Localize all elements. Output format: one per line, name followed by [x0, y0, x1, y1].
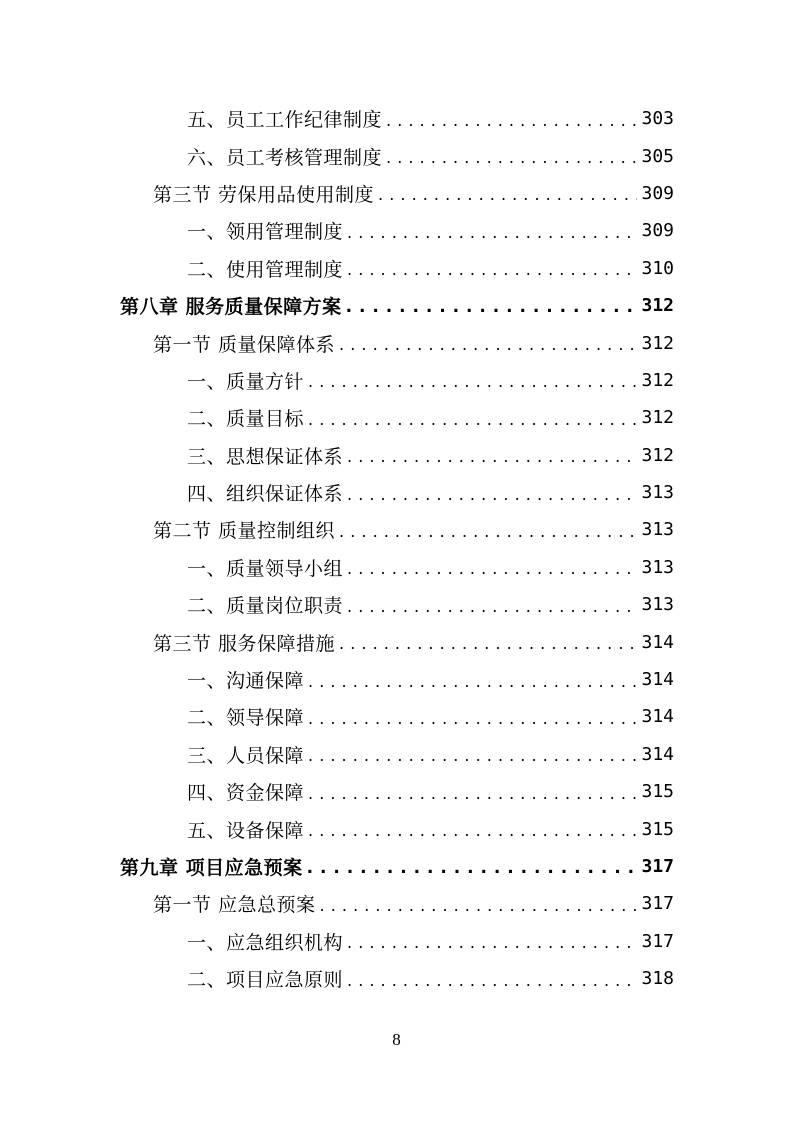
toc-entry-title: 五、设备保障: [187, 819, 305, 842]
toc-entry-page-number: 305: [641, 145, 674, 167]
toc-subsection-entry[interactable]: [0, 773, 793, 810]
toc-subsection-entry[interactable]: [0, 437, 793, 474]
page-number: 8: [392, 1030, 401, 1049]
toc-subsection-entry[interactable]: [0, 362, 793, 399]
toc-subsection-entry[interactable]: [0, 549, 793, 586]
toc-dot-leader: [347, 262, 637, 278]
toc-subsection-entry[interactable]: [0, 661, 793, 698]
toc-entry-page-number: 317: [641, 930, 674, 952]
toc-section-entry[interactable]: [0, 175, 793, 212]
toc-entry-title: 第一节 质量保障体系: [153, 333, 336, 356]
toc-dot-leader: [339, 636, 637, 652]
toc-entry-page-number: 309: [641, 182, 674, 204]
toc-subsection-entry[interactable]: [0, 736, 793, 773]
table-of-contents: [0, 100, 793, 997]
toc-dot-leader: [308, 674, 637, 690]
toc-dot-leader: [347, 561, 637, 577]
toc-entry-title: 二、领导保障: [187, 707, 305, 730]
toc-subsection-entry[interactable]: [0, 698, 793, 735]
toc-subsection-entry[interactable]: [0, 137, 793, 174]
toc-dot-leader: [308, 823, 637, 839]
toc-entry-title: 第八章 服务质量保障方案: [120, 296, 342, 319]
toc-entry-page-number: 314: [641, 631, 674, 653]
toc-entry-title: 二、质量目标: [187, 408, 305, 431]
toc-entry-page-number: 314: [641, 669, 674, 691]
toc-entry-title: 一、质量方针: [187, 370, 305, 393]
toc-entry-title: 五、员工工作纪律制度: [187, 109, 383, 132]
toc-entry-title: 第三节 服务保障措施: [153, 632, 336, 655]
toc-dot-leader: [339, 337, 637, 353]
toc-section-entry[interactable]: [0, 885, 793, 922]
toc-section-entry[interactable]: [0, 511, 793, 548]
toc-dot-leader: [308, 786, 637, 802]
toc-section-entry[interactable]: [0, 324, 793, 361]
toc-dot-leader: [347, 225, 637, 241]
toc-subsection-entry[interactable]: [0, 923, 793, 960]
toc-dot-leader: [308, 711, 637, 727]
toc-dot-leader: [346, 299, 638, 316]
toc-dot-leader: [347, 935, 637, 951]
toc-dot-leader: [320, 898, 638, 914]
toc-entry-page-number: 312: [641, 332, 674, 354]
toc-dot-leader: [347, 487, 637, 503]
toc-entry-page-number: 312: [641, 369, 674, 391]
toc-entry-title: 二、项目应急原则: [187, 969, 344, 992]
toc-subsection-entry[interactable]: [0, 212, 793, 249]
toc-dot-leader: [308, 748, 637, 764]
toc-dot-leader: [339, 524, 637, 540]
toc-entry-page-number: 309: [641, 220, 674, 242]
toc-entry-page-number: 303: [641, 108, 674, 130]
toc-subsection-entry[interactable]: [0, 810, 793, 847]
toc-entry-title: 第九章 项目应急预案: [120, 857, 303, 879]
toc-entry-page-number: 313: [641, 556, 674, 578]
toc-subsection-entry[interactable]: [0, 399, 793, 436]
toc-entry-page-number: 313: [641, 594, 674, 616]
toc-chapter-entry[interactable]: [0, 848, 793, 885]
toc-entry-title: 三、思想保证体系: [187, 445, 344, 468]
toc-entry-page-number: 317: [641, 856, 674, 877]
toc-section-entry[interactable]: [0, 623, 793, 660]
toc-dot-leader: [347, 599, 637, 615]
toc-entry-title: 第二节 质量控制组织: [153, 520, 336, 543]
toc-dot-leader: [378, 187, 637, 203]
toc-entry-title: 四、资金保障: [187, 782, 305, 805]
toc-entry-page-number: 312: [641, 444, 674, 466]
toc-entry-page-number: 313: [641, 519, 674, 541]
toc-entry-title: 一、质量领导小组: [187, 557, 344, 580]
toc-subsection-entry[interactable]: [0, 960, 793, 997]
toc-subsection-entry[interactable]: [0, 100, 793, 137]
toc-dot-leader: [307, 860, 638, 877]
toc-entry-page-number: 313: [641, 482, 674, 504]
toc-dot-leader: [308, 412, 637, 428]
toc-chapter-entry[interactable]: [0, 287, 793, 324]
toc-entry-title: 一、沟通保障: [187, 670, 305, 693]
toc-entry-title: 一、应急组织机构: [187, 931, 344, 954]
toc-entry-title: 六、员工考核管理制度: [187, 146, 383, 169]
toc-entry-page-number: 312: [641, 295, 674, 317]
toc-entry-title: 第三节 劳保用品使用制度: [153, 183, 375, 206]
toc-entry-page-number: 314: [641, 706, 674, 728]
toc-entry-title: 二、使用管理制度: [187, 258, 344, 281]
toc-subsection-entry[interactable]: [0, 474, 793, 511]
toc-dot-leader: [347, 449, 637, 465]
toc-entry-title: 一、领用管理制度: [187, 221, 344, 244]
toc-entry-page-number: 310: [641, 257, 674, 279]
toc-subsection-entry[interactable]: [0, 586, 793, 623]
toc-entry-title: 二、质量岗位职责: [187, 595, 344, 618]
toc-dot-leader: [386, 113, 637, 129]
toc-dot-leader: [347, 973, 637, 989]
toc-entry-title: 第一节 应急总预案: [153, 894, 316, 917]
toc-dot-leader: [386, 150, 637, 166]
toc-entry-page-number: 315: [641, 818, 674, 840]
toc-entry-page-number: 318: [641, 968, 674, 990]
toc-entry-page-number: 317: [641, 893, 674, 915]
toc-subsection-entry[interactable]: [0, 250, 793, 287]
toc-dot-leader: [308, 374, 637, 390]
toc-entry-title: 四、组织保证体系: [187, 483, 344, 506]
toc-entry-page-number: 312: [641, 407, 674, 429]
toc-entry-page-number: 314: [641, 743, 674, 765]
toc-entry-page-number: 315: [641, 781, 674, 803]
toc-entry-title: 三、人员保障: [187, 744, 305, 767]
